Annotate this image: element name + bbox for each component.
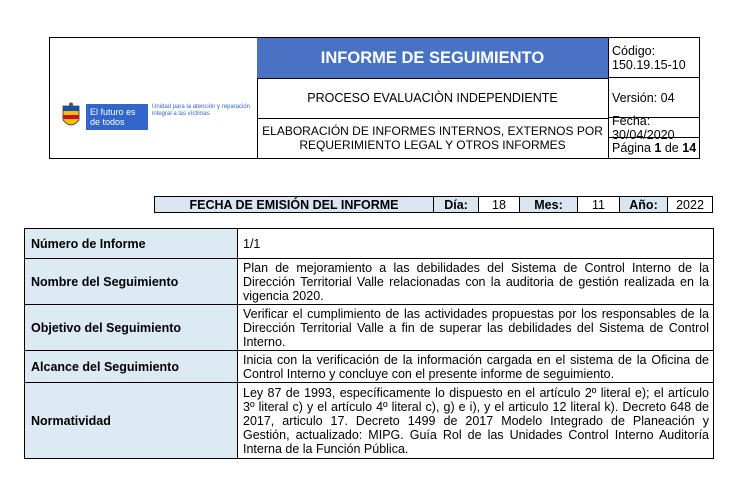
- page-current: 1: [654, 141, 662, 155]
- document-date: Fecha: 30/04/2020: [608, 118, 700, 138]
- month-value: 11: [578, 197, 620, 212]
- report-subtitle: ELABORACIÓN DE INFORMES INTERNOS, EXTERNOS POR REQUERIMIENTO LEGAL Y OTROS INFORMES: [257, 118, 609, 158]
- table-row: [25, 383, 714, 459]
- coat-of-arms-icon: [60, 102, 82, 132]
- page-of: de: [664, 141, 679, 155]
- table-row: [25, 351, 714, 383]
- report-info-table: [24, 228, 714, 459]
- row-value: Inicia con la verificación de la información cargada en el sistema de la Oficina de Control Interno y concluye con el presente informe de seguimiento.: [238, 351, 714, 383]
- table-row: [25, 305, 714, 351]
- document-code: Código: 150.19.15-10: [608, 38, 700, 78]
- emission-date-bar: [154, 196, 713, 213]
- row-value: 1/1: [238, 229, 714, 259]
- document-version: Versión: 04: [608, 78, 700, 118]
- row-label: Objetivo del Seguimiento: [25, 305, 238, 351]
- year-value: 2022: [676, 197, 704, 212]
- year-label: Año:: [620, 197, 668, 212]
- process-name: PROCESO EVALUACIÒN INDEPENDIENTE: [257, 78, 609, 119]
- row-label: Normatividad: [25, 383, 238, 459]
- page-indicator: [608, 138, 700, 158]
- row-label: Alcance del Seguimiento: [25, 351, 238, 383]
- row-label: Número de Informe: [25, 229, 238, 259]
- institution-logo: [60, 102, 250, 134]
- row-label: Nombre del Seguimiento: [25, 259, 238, 305]
- document-header: [49, 37, 700, 159]
- table-row: [25, 229, 714, 259]
- table-row: [25, 259, 714, 305]
- logo-unit-name: Unidad para la atención y reparación integral a las víctimas: [152, 104, 251, 117]
- month-label: Mes:: [520, 197, 578, 212]
- report-title: INFORME DE SEGUIMIENTO: [257, 38, 609, 79]
- row-value: Ley 87 de 1993, específicamente lo dispuesto en el artículo 2º literal e); el artículo 3º literal c) y el artículo 4º literal c), g) e i), y el articulo 12 literal k). Decreto 648 de 2017, articulo 17. Decreto 1499 de 2017 Modelo Integrado de Planeación y Gestión, actualizado: MIPG. Guía Rol de las Unidades Control Interno Auditoría Interna de la Función Pública.: [238, 383, 714, 459]
- row-value: Verificar el cumplimiento de las actividades propuestas por los responsables de la Dirección Territorial Valle a fin de superar las debilidades del Sistema de Control Interno.: [238, 305, 714, 351]
- day-value: 18: [479, 197, 520, 212]
- emission-label: FECHA DE EMISIÓN DEL INFORME: [155, 197, 434, 212]
- page-prefix: Página: [612, 141, 651, 155]
- logo-slogan: El futuro es de todos: [86, 104, 148, 130]
- page-total: 14: [682, 141, 697, 155]
- row-value: Plan de mejoramiento a las debilidades del Sistema de Control Interno de la Dirección Territorial Valle relacionadas con la auditoria de gestión realizada en la vigencia 2020.: [238, 259, 714, 305]
- day-label: Día:: [434, 197, 479, 212]
- logo-cell: [50, 38, 258, 158]
